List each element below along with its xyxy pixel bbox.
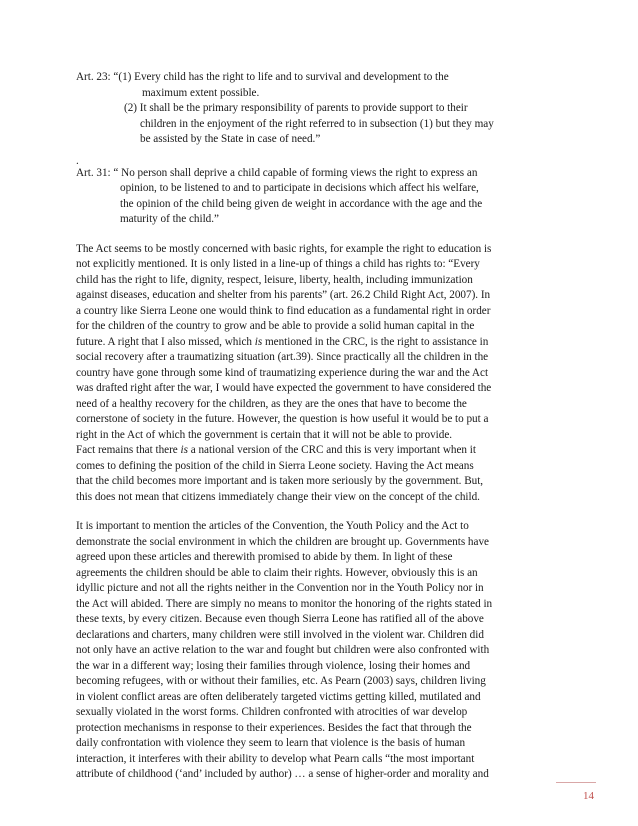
text-line: against diseases, education and shelter from his parents” (art. 26.2 Child Right Act, 2007). In (76, 289, 491, 301)
text-line: interaction, it interferes with their ability to develop what Pearn calls “the most important (76, 752, 475, 765)
text-line (76, 335, 546, 351)
text-line: attribute of childhood (‘and’ included by author) … a sense of higher-order and morality and (76, 768, 489, 780)
text-line: need of a healthy recovery for the children, as they are the ones that have to become the (76, 397, 467, 410)
text-line: sexually violated in the worst forms. Children confronted with atrocities of war develop (76, 706, 468, 718)
text-line: not only have an active relation to the war and fought but children were also confronted with (76, 644, 490, 656)
text-line: agreed upon these articles and therewith promised to abide by them. In light of these (76, 551, 453, 563)
text-line: in violent conflict areas are often deliberately targeted victims getting killed, mutilated and (76, 690, 481, 703)
text-line: these texts, by every citizen. Because even though Sierra Leone has ratified all of the above (76, 613, 484, 625)
text-line: children in the enjoyment of the right referred to in subsection (1) but they may (140, 117, 494, 130)
text-line: this does not mean that citizens immediately change their view on the concept of the child. (76, 490, 480, 503)
text-segment: Fact remains that there (76, 444, 178, 456)
text-line: idyllic picture and not all the rights neither in the Convention nor in the Youth Policy nor in (76, 582, 484, 594)
text-line (76, 443, 546, 459)
text-line: (2) It shall be the primary responsibility of parents to provide support to their (124, 102, 468, 114)
text-line: cornerstone of society in the future. However, the question is how useful it would be to put a (76, 413, 489, 425)
article-31-quote (76, 166, 546, 228)
text-line: daily confrontation with violence they seem to learn that violence is the basis of human (76, 737, 466, 749)
text-line: maturity of the child.” (120, 213, 219, 225)
page-number: 14 (583, 790, 594, 802)
text-line: maximum extent possible. (142, 86, 260, 99)
text-line: It is important to mention the articles of the Convention, the Youth Policy and the Act to (76, 520, 469, 532)
text-line: the war in a different way; losing their families through violence, losing their homes and (76, 659, 471, 672)
text-line: was drafted right after the war, I would have expected the government to have considered the (76, 382, 492, 394)
text-line: social recovery after a traumatizing situation (art.39). Since practically all the children in the (76, 351, 489, 363)
text-line: that the child becomes more important and is taken more seriously by the government. But, (76, 475, 484, 487)
separator-dot: . (76, 154, 79, 167)
text-line: declarations and charters, many children were still involved in the violent war. Children did (76, 628, 484, 641)
text-line: comes to defining the position of the child in Sierra Leone society. Having the Act means (76, 459, 474, 472)
text-segment: a national version of the CRC and this is very important when it (190, 444, 476, 456)
text-line: Art. 23: “(1) Every child has the right to life and to survival and development to the (76, 71, 449, 83)
article-23-quote (76, 70, 546, 148)
text-segment: mentioned in the CRC, is the right to assistance in (264, 335, 489, 348)
text-line: agreements the children should be able to claim their rights. However, obviously this is an (76, 566, 478, 579)
text-line: The Act seems to be mostly concerned with basic rights, for example the right to education is (76, 242, 492, 255)
text-line: the opinion of the child being given de weight in accordance with the age and the (120, 197, 483, 210)
text-line: for the children of the country to grow and be able to provide a solid human capital in the (76, 320, 475, 332)
text-line: the Act will abided. There are simply no means to monitor the honoring of the rights stated in (76, 597, 493, 610)
text-line: right in the Act of which the government is certain that it will not be able to provide. (76, 428, 453, 441)
text-line: Art. 31: “ No person shall deprive a child capable of forming views the right to express an (76, 166, 478, 179)
paragraph-social-environment (76, 519, 546, 783)
text-segment: future. A right that I also missed, which (76, 335, 252, 348)
footer-divider (556, 782, 596, 783)
text-line: protection mechanisms in response to their experiences. Besides the fact that through the (76, 721, 472, 734)
emphasis: is (180, 444, 188, 456)
text-line: becoming refugees, with or without their families, etc. As Pearn (2003) says, children living (76, 675, 486, 687)
text-line: demonstrate the social environment in which the children are brought up. Governments have (76, 535, 489, 548)
text-line: child has the right to life, dignity, respect, leisure, liberty, health, including immunization (76, 273, 473, 286)
text-line: opinion, to be listened to and to participate in decisions which affect his welfare, (120, 182, 479, 194)
page-content (76, 70, 546, 783)
text-line: country have gone through some kind of traumatizing experience during the war and the Act (76, 366, 489, 379)
paragraph-act-rights (76, 242, 546, 506)
text-line: not explicitly mentioned. It is only listed in a line-up of things a child has rights to: “Every (76, 258, 480, 270)
text-line: a country like Sierra Leone one would think to find education as a fundamental right in order (76, 304, 491, 317)
emphasis: is (254, 335, 263, 348)
text-line: be assisted by the State in case of need.” (140, 133, 321, 145)
